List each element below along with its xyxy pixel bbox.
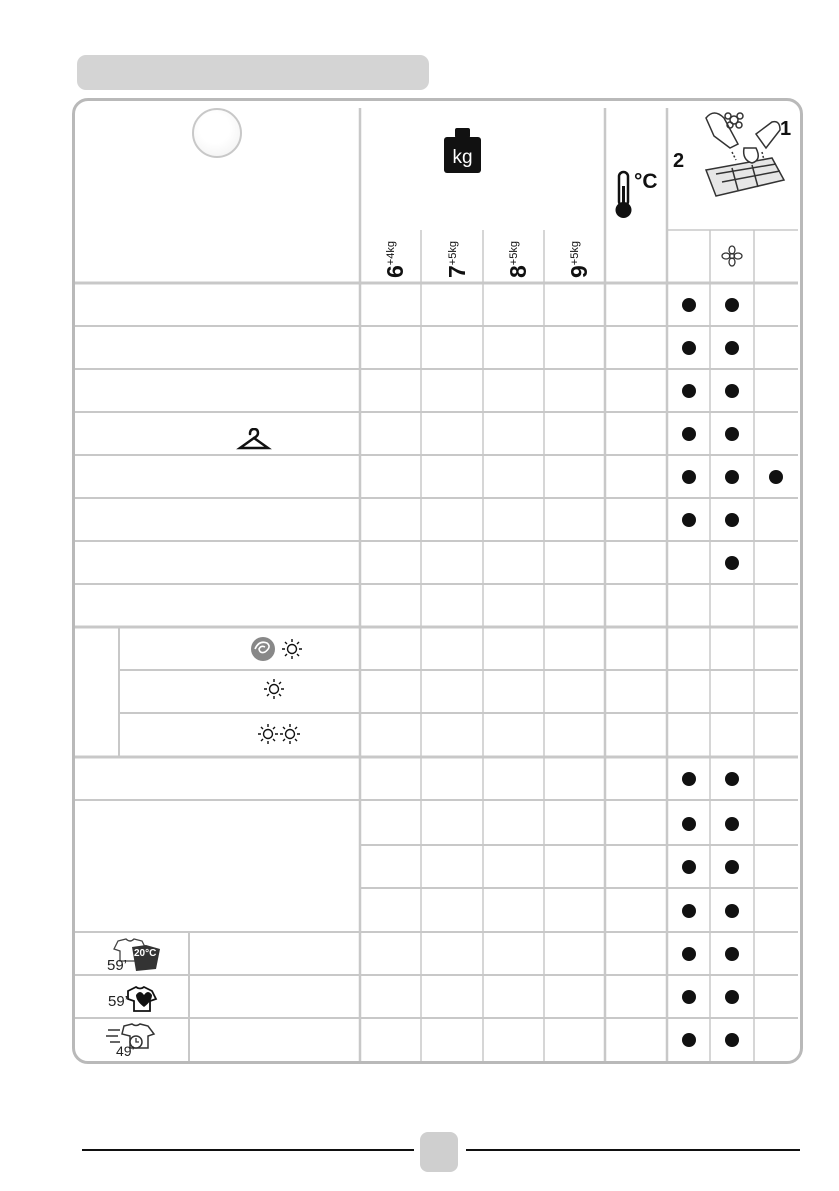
page-footer bbox=[0, 1130, 839, 1180]
detergent-dot-softener bbox=[725, 341, 739, 355]
load-col-3: $8^{+5kg}$ bbox=[505, 241, 531, 278]
compartment-2-label: 2 bbox=[673, 150, 685, 172]
detergent-dot-softener bbox=[725, 904, 739, 918]
page-number-badge bbox=[420, 1132, 458, 1172]
detergent-dot-softener bbox=[725, 470, 739, 484]
detergent-dot-softener bbox=[725, 298, 739, 312]
hanger-icon bbox=[236, 428, 272, 450]
detergent-dot-softener bbox=[725, 772, 739, 786]
detergent-dot-compartment-2 bbox=[682, 772, 696, 786]
detergent-dot-compartment-2 bbox=[682, 341, 696, 355]
detergent-dot-compartment-2 bbox=[682, 1033, 696, 1047]
detergent-dot-compartment-2 bbox=[682, 427, 696, 441]
shirt-20c-icon: 20°C 59’ bbox=[106, 937, 162, 973]
detergent-dot-softener bbox=[725, 860, 739, 874]
detergent-dot-compartment-2 bbox=[682, 470, 696, 484]
weight-unit-label: kg bbox=[452, 147, 473, 168]
detergent-dot-softener bbox=[725, 556, 739, 570]
detergent-dot-compartment-2 bbox=[682, 860, 696, 874]
weight-kg-icon bbox=[444, 128, 481, 173]
detergent-dot-softener bbox=[725, 947, 739, 961]
wool-sun-icons bbox=[250, 635, 306, 663]
detergent-dot-compartment-1 bbox=[769, 470, 783, 484]
detergent-dot-compartment-2 bbox=[682, 513, 696, 527]
detergent-dot-compartment-2 bbox=[682, 947, 696, 961]
load-col-2: $7^{+5kg}$ bbox=[444, 241, 470, 278]
thermometer-icon bbox=[612, 170, 636, 220]
detergent-dot-compartment-2 bbox=[682, 298, 696, 312]
load-col-1: $6^{+4kg}$ bbox=[382, 241, 408, 278]
flower-softener-icon bbox=[721, 245, 743, 267]
sun-icon bbox=[282, 639, 302, 659]
detergent-dot-softener bbox=[725, 817, 739, 831]
program-knob-icon bbox=[192, 108, 242, 158]
detergent-dot-softener bbox=[725, 513, 739, 527]
heart-shirt-icon: 59’ bbox=[106, 981, 162, 1015]
detergent-dot-compartment-2 bbox=[682, 817, 696, 831]
detergent-dot-compartment-2 bbox=[682, 990, 696, 1004]
compartment-1-label: 1 bbox=[780, 118, 792, 140]
detergent-dot-softener bbox=[725, 427, 739, 441]
detergent-dot-softener bbox=[725, 384, 739, 398]
wool-icon bbox=[251, 637, 275, 661]
detergent-dot-softener bbox=[725, 1033, 739, 1047]
sun-icon bbox=[262, 677, 286, 701]
double-sun-icon bbox=[256, 722, 302, 746]
detergent-dot-compartment-2 bbox=[682, 904, 696, 918]
detergent-drawer-icon bbox=[692, 108, 792, 203]
fast-shirt-icon: 49’ bbox=[106, 1022, 162, 1058]
temperature-label: °C bbox=[634, 170, 658, 193]
detergent-dot-softener bbox=[725, 990, 739, 1004]
load-col-4: $9^{+5kg}$ bbox=[566, 241, 592, 278]
detergent-dot-compartment-2 bbox=[682, 384, 696, 398]
